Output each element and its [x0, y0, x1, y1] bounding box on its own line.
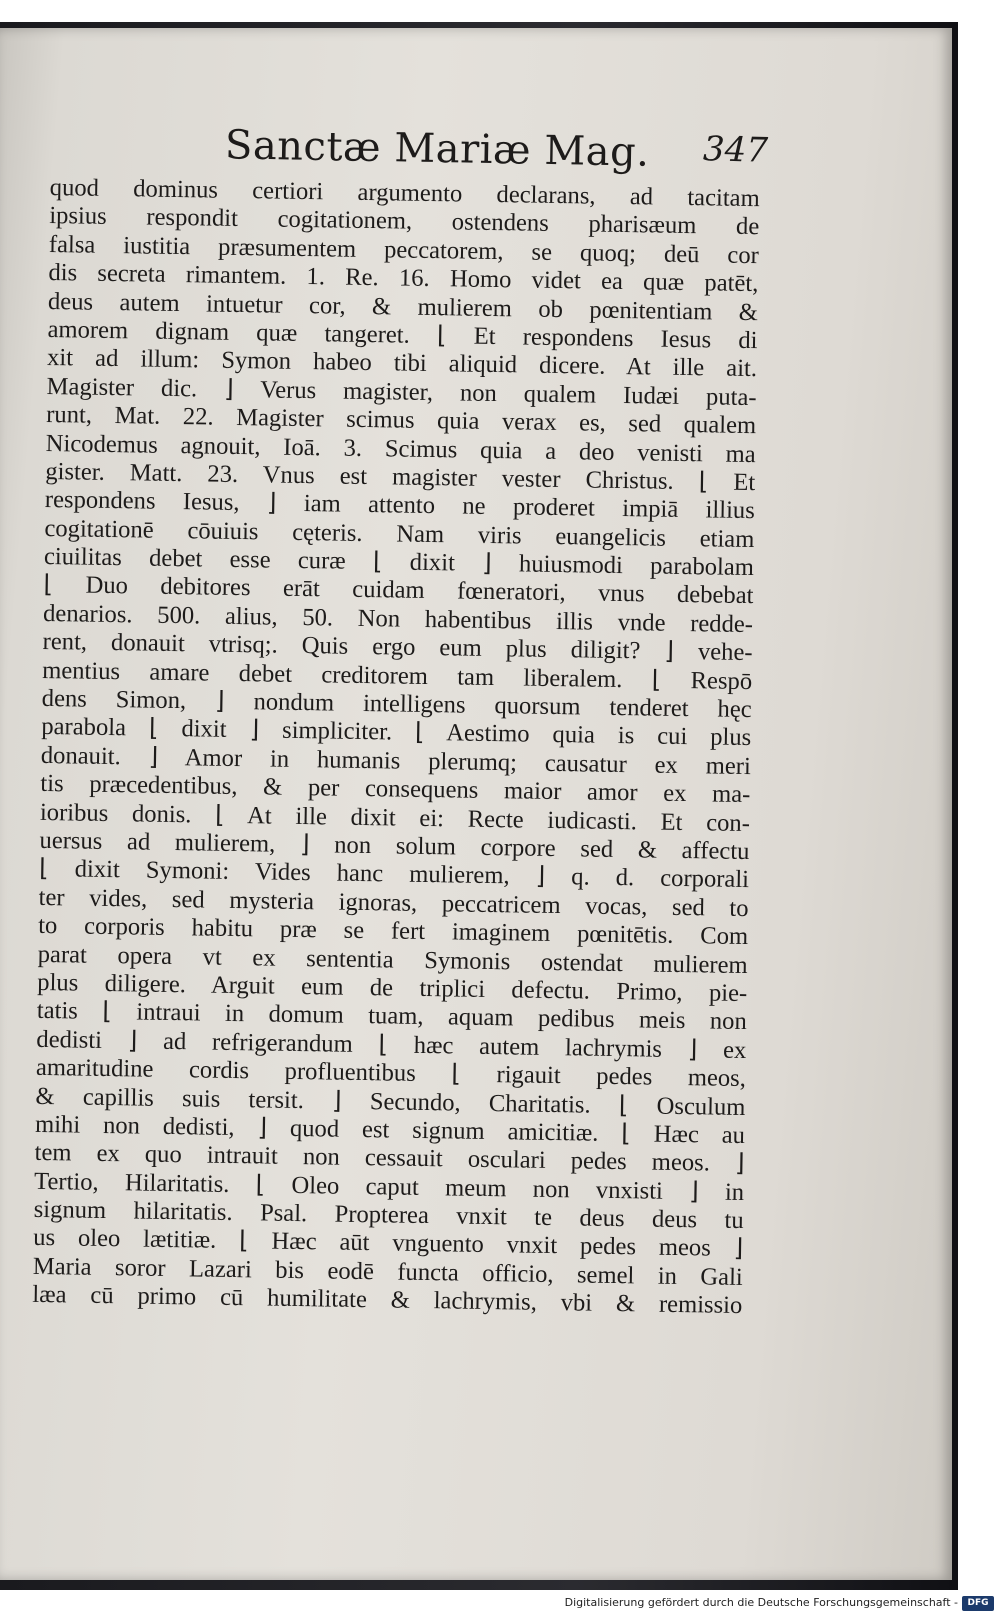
- text-line: xit ad illum: Symon habeo tibi aliquid dicere. At ille ait.: [46, 344, 758, 383]
- text-line: ciuilitas debet esse curæ ⌊ dixit ⌋ huiusmodi parabolam: [43, 543, 755, 582]
- text-line: denarios. 500. alius, 50. Non habentibus illis vnde redde-: [42, 599, 754, 638]
- text-line: ⌊ Duo debitores erāt cuidam fœneratori, vnus debebat: [43, 571, 754, 610]
- text-line: amorem dignam quæ tangeret. ⌊ Et respondens Iesus di: [47, 315, 758, 355]
- text-line: læa cū primo cū humilitate & lachrymis, vbi & remissio: [32, 1281, 743, 1320]
- text-line: Maria soror Lazari bis eodē functa officio, semel in Gali: [32, 1252, 743, 1291]
- text-line: amaritudine cordis profluentibus ⌊ rigauit pedes meos,: [35, 1054, 747, 1093]
- text-line: parat opera vt ex sententia Symonis ostendat mulierem: [37, 940, 748, 979]
- text-line: to corporis habitu præ se fert imaginem pœnitētis. Com: [37, 912, 749, 951]
- text-line: mihi non dedisti, ⌋ quod est signum amicitiæ. ⌊ Hæc au: [34, 1110, 746, 1149]
- text-line: signum hilaritatis. Psal. Propterea vnxit te deus deus tu: [33, 1195, 744, 1235]
- text-line: quod dominus certiori argumento declarans, ad tacitam: [49, 174, 760, 213]
- text-line: plus diligere. Arguit eum de triplici defectu. Primo, pie-: [37, 968, 748, 1007]
- text-line: falsa iustitia præsumentem peccatorem, se quoq; deū cor: [48, 230, 760, 269]
- text-line: uersus ad mulierem, ⌋ non solum corpore sed & affectu: [39, 826, 750, 866]
- text-line: mentius amare debet creditorem tam liberalem. ⌊ Respō: [41, 656, 753, 695]
- text-line: dedisti ⌋ ad refrigerandum ⌊ hæc autem lachrymis ⌋ ex: [36, 1025, 747, 1064]
- text-line: parabola ⌊ dixit ⌋ simpliciter. ⌊ Aestimo quia is cui plus: [41, 713, 752, 752]
- text-line: cogitationē cōuiuis cęteris. Nam viris euangelicis etiam: [44, 514, 755, 553]
- footer-bar: [0, 1594, 1000, 1615]
- running-head-title: Sanctæ Mariæ Mag.: [224, 122, 650, 176]
- text-line: respondens Iesus, ⌋ iam attento ne proderet impiā illius: [44, 486, 756, 525]
- text-line: Nicodemus agnouit, Ioā. 3. Scimus quia a deo venisti ma: [45, 429, 756, 468]
- text-line: & capillis suis tersit. ⌋ Secundo, Charitatis. ⌊ Osculum: [35, 1082, 746, 1121]
- digitization-credit: Digitalisierung gefördert durch die Deutsche Forschungsgemeinschaft -: [564, 1596, 958, 1609]
- book-page: [0, 28, 952, 1580]
- text-block: [32, 116, 769, 1320]
- text-line: dens Simon, ⌋ nondum intelligens quorsum tenderet hęc: [41, 684, 752, 724]
- text-line: tem ex quo intrauit non cessauit osculari pedes meos. ⌋: [34, 1139, 745, 1178]
- text-line: tis præcedentibus, & per consequens maior amor ex ma-: [40, 770, 751, 809]
- text-line: tatis ⌊ intraui in domum tuam, aquam pedibus meis non: [36, 997, 747, 1036]
- text-line: us oleo lætitiæ. ⌊ Hæc aūt vnguento vnxit pedes meos ⌋: [33, 1224, 744, 1263]
- text-line: deus autem intuetur cor, & mulierem ob pœnitentiam &: [47, 287, 759, 326]
- text-line: Magister dic. ⌋ Verus magister, non qualem Iudæi puta-: [46, 372, 757, 411]
- body-text: [32, 174, 760, 1321]
- page-number: 347: [702, 129, 769, 171]
- text-line: ipsius respondit cogitationem, ostendens pharisæum de: [49, 202, 760, 241]
- text-line: rent, donauit vtrisq;. Quis ergo eum plus diligit? ⌋ vehe-: [42, 628, 753, 667]
- text-line: Tertio, Hilaritatis. ⌊ Oleo caput meum non vnxisti ⌋ in: [33, 1167, 745, 1206]
- text-line: dis secreta rimantem. 1. Re. 16. Homo videt ea quæ patēt,: [48, 259, 759, 298]
- text-line: donauit. ⌋ Amor in humanis plerumq; causatur ex meri: [40, 741, 751, 780]
- text-line: ⌊ dixit Symoni: Vides hanc mulierem, ⌋ q. d. corporali: [38, 855, 750, 894]
- text-line: runt, Mat. 22. Magister scimus quia verax es, sed qualem: [46, 401, 757, 440]
- text-line: ter vides, sed mysteria ignoras, peccatricem vocas, sed to: [38, 883, 749, 922]
- text-line: ioribus donis. ⌊ At ille dixit ei: Recte iudicasti. Et con-: [39, 798, 751, 837]
- running-head: [50, 116, 769, 176]
- dfg-logo: DFG: [962, 1596, 994, 1611]
- text-line: gister. Matt. 23. Vnus est magister vester Christus. ⌊ Et: [45, 457, 756, 497]
